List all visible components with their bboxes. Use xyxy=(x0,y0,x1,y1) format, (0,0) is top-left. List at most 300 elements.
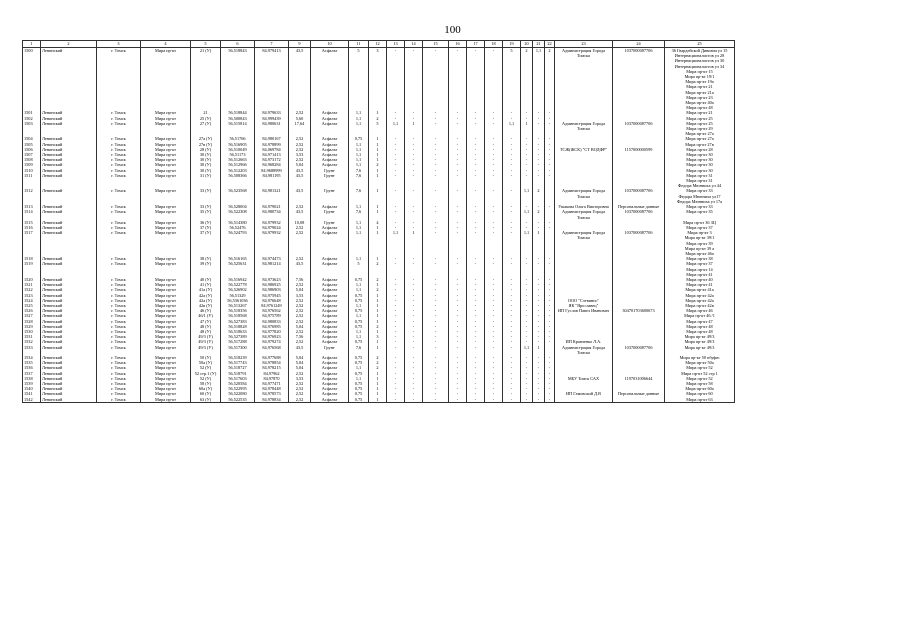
table-cell: 56,527383 xyxy=(221,319,255,324)
table-cell: 84,978215 xyxy=(255,365,289,370)
table-cell: 84,977688 xyxy=(255,355,289,360)
column-header: 24 xyxy=(613,41,665,48)
column-header: 1 xyxy=(23,41,41,48)
table-cell: - xyxy=(533,308,545,313)
table-cell: 1527 xyxy=(23,313,41,318)
table-cell xyxy=(545,209,555,219)
table-cell: 2,52 xyxy=(289,381,311,386)
table-cell: 56,500843 xyxy=(221,116,255,121)
table-cell: 1197031006644 xyxy=(613,376,665,381)
table-cell: 1533 xyxy=(23,345,41,355)
table-cell: 42в (У) xyxy=(191,303,221,308)
table-cell: 1 xyxy=(369,152,387,157)
table-cell: - xyxy=(503,147,521,152)
table-cell: 42а (У) xyxy=(191,298,221,303)
table-cell: 35 (У) xyxy=(191,209,221,219)
table-cell: - xyxy=(503,381,521,386)
table-cell: - xyxy=(521,116,533,121)
table-cell: - xyxy=(485,391,503,396)
table-cell: 1,1 xyxy=(349,116,369,121)
table-cell: 2 xyxy=(369,287,387,292)
table-cell: - xyxy=(423,308,449,313)
table-cell: 1 xyxy=(369,376,387,381)
table-cell: Мира пр-кт xyxy=(141,48,191,111)
table-cell: г. Томск xyxy=(97,220,141,225)
table-cell: 2,52 xyxy=(289,303,311,308)
table-cell: Мира пр-кт 42в xyxy=(665,303,735,308)
table-cell: 21 (У) xyxy=(191,48,221,111)
table-cell: 1538 xyxy=(23,376,41,381)
table-cell: - xyxy=(449,157,467,162)
table-cell: г. Томск xyxy=(97,324,141,329)
table-cell: - xyxy=(467,308,485,313)
table-cell: - xyxy=(485,162,503,167)
table-cell: Ленинский xyxy=(41,386,97,391)
table-cell: - xyxy=(503,303,521,308)
table-cell: г. Томск xyxy=(97,287,141,292)
table-cell: - xyxy=(503,334,521,339)
table-cell: 84,9761249 xyxy=(255,303,289,308)
column-header: 17 xyxy=(467,41,485,48)
table-cell: Ленинский xyxy=(41,381,97,386)
table-cell: 2,52 xyxy=(289,204,311,209)
table-cell: г. Томск xyxy=(97,282,141,287)
table-cell: 1541 xyxy=(23,391,41,396)
table-cell: Мира пр-кт xyxy=(141,386,191,391)
table-cell: - xyxy=(521,303,533,308)
table-cell: - xyxy=(423,147,449,152)
table-cell: Администрация Города Томска xyxy=(555,48,613,111)
table-cell: - xyxy=(503,230,521,256)
table-cell: Асфальт xyxy=(311,381,349,386)
table-cell: ИП Гамовский Д.В xyxy=(555,391,613,396)
table-cell: - xyxy=(485,261,503,277)
table-cell: Ленинский xyxy=(41,136,97,141)
table-cell: - xyxy=(467,371,485,376)
table-cell: - xyxy=(405,376,423,381)
table-cell: - xyxy=(467,355,485,360)
table-cell: 56,517603 xyxy=(221,376,255,381)
table-cell: - xyxy=(533,204,545,209)
column-header: 9 xyxy=(289,41,311,48)
table-cell: г. Томск xyxy=(97,277,141,282)
table-cell: - xyxy=(467,230,485,256)
table-cell: 2,52 xyxy=(289,339,311,344)
table-cell: - xyxy=(545,293,555,298)
table-cell: - xyxy=(387,391,405,396)
table-cell: МБУ Томск САХ xyxy=(555,376,613,381)
table-cell: г. Томск xyxy=(97,147,141,152)
table-cell: - xyxy=(467,136,485,141)
table-cell: 0,75 xyxy=(349,308,369,313)
table-cell: Ленинский xyxy=(41,329,97,334)
table-cell: 84,981195 xyxy=(255,173,289,189)
table-cell: - xyxy=(521,324,533,329)
table-cell: г. Томск xyxy=(97,173,141,189)
table-cell: Ленинский xyxy=(41,142,97,147)
table-cell: г. Томск xyxy=(97,386,141,391)
table-cell: Мира пр-кт xyxy=(141,282,191,287)
table-cell: Асфальт xyxy=(311,136,349,141)
table-cell: - xyxy=(449,308,467,313)
table-cell: - xyxy=(485,293,503,298)
table-cell: Мира пр-кт 40 xyxy=(665,277,735,282)
table-cell: Мира пр-кт xyxy=(141,381,191,386)
table-cell: 56,51766 xyxy=(221,136,255,141)
table-cell: - xyxy=(405,308,423,313)
table-cell: - xyxy=(467,329,485,334)
table-cell: Мира пр-кт xyxy=(141,168,191,173)
table-cell: - xyxy=(405,147,423,152)
table-cell: Мира пр-кт 49/3 xyxy=(665,339,735,344)
table-cell: 1037000087706 xyxy=(613,345,665,355)
table-cell: 2 xyxy=(369,365,387,370)
table-cell: - xyxy=(533,256,545,261)
table-cell: - xyxy=(405,261,423,277)
table-cell: - xyxy=(405,225,423,230)
table-cell: 27а (У) xyxy=(191,136,221,141)
table-cell: - xyxy=(467,157,485,162)
table-cell: Мира пр-кт xyxy=(141,110,191,115)
table-cell: Мира пр-кт xyxy=(141,188,191,204)
table-cell: 56,518239 xyxy=(221,355,255,360)
table-cell: 50а (У) xyxy=(191,360,221,365)
table-cell: - xyxy=(387,339,405,344)
table-cell: - xyxy=(545,313,555,318)
table-cell: Грунт xyxy=(311,188,349,204)
table-cell: - xyxy=(467,282,485,287)
table-cell: 2 xyxy=(369,116,387,121)
table-cell: 56,516165 xyxy=(221,256,255,261)
table-cell: 1518 xyxy=(23,256,41,261)
table-cell: Асфальт xyxy=(311,355,349,360)
table-cell: - xyxy=(405,355,423,360)
table-cell: 1037000087706 xyxy=(613,188,665,204)
table-cell: - xyxy=(503,136,521,141)
table-cell: - xyxy=(423,142,449,147)
table-cell: 84,978854 xyxy=(255,360,289,365)
table-cell: 43,5 xyxy=(289,168,311,173)
table-cell: 43,5 xyxy=(289,188,311,204)
table-cell: 56,513267 xyxy=(221,303,255,308)
table-cell: Ленинский xyxy=(41,173,97,189)
table-cell: г. Томск xyxy=(97,142,141,147)
table-cell: - xyxy=(545,303,555,308)
table-cell: Асфальт xyxy=(311,324,349,329)
table-cell: - xyxy=(423,168,449,173)
table-cell: г. Томск xyxy=(97,188,141,204)
table-cell: - xyxy=(503,319,521,324)
table-cell: - xyxy=(467,209,485,219)
table-cell: 30 (У) xyxy=(191,157,221,162)
table-cell: - xyxy=(485,110,503,115)
table-cell: - xyxy=(503,365,521,370)
table-cell: 1517 xyxy=(23,230,41,256)
table-cell: - xyxy=(521,360,533,365)
table-cell: 1037000087706 xyxy=(613,209,665,219)
table-cell: - xyxy=(545,142,555,147)
table-cell: - xyxy=(387,365,405,370)
table-cell: - xyxy=(449,162,467,167)
table-cell: Мира пр-кт 50 пбуфю xyxy=(665,355,735,360)
table-cell: 1509 xyxy=(23,162,41,167)
table-cell: г. Томск xyxy=(97,157,141,162)
table-cell: г. Томск xyxy=(97,261,141,277)
table-cell: - xyxy=(449,329,467,334)
table-cell: 84,968284 xyxy=(255,162,289,167)
table-cell: Мира пр-кт 27а xyxy=(665,136,735,141)
table-cell: 1,1 xyxy=(349,110,369,115)
table-cell: 1,1 xyxy=(349,334,369,339)
table-cell: - xyxy=(449,152,467,157)
table-cell: - xyxy=(533,142,545,147)
table-cell: 56,518356 xyxy=(221,308,255,313)
table-cell: - xyxy=(405,152,423,157)
table-cell: - xyxy=(521,381,533,386)
table-cell: 36 Гвардейской Дивизии ул 15 Интернационалистов ул 28 Интернационалистов ул 30 Интернационалистов ул 34 Мира пр-кт 15 Мира пр-кт 19/1 Мира пр-кт 19а Мира пр-кт 21 Мира пр-кт 21а Мира пр-кт 23 Мира пр-кт 40а Мира пр-кт 48 xyxy=(665,48,735,111)
table-cell: - xyxy=(503,376,521,381)
table-cell: Мира пр-кт 60а xyxy=(665,386,735,391)
column-header: 10 xyxy=(311,41,349,48)
table-cell: - xyxy=(405,303,423,308)
table-cell: - xyxy=(387,142,405,147)
table-cell: - xyxy=(405,319,423,324)
table-cell: 2 xyxy=(369,277,387,282)
table-cell: Администрация Города Томска xyxy=(555,345,613,355)
table-cell: 56,518568 xyxy=(221,313,255,318)
table-cell: 7,6 xyxy=(349,168,369,173)
table-cell: 1,1 xyxy=(349,282,369,287)
table-cell xyxy=(555,261,613,277)
table-cell: - xyxy=(423,256,449,261)
table-cell: 56,522308 xyxy=(221,209,255,219)
table-cell: - xyxy=(485,303,503,308)
table-cell: - xyxy=(405,381,423,386)
table-cell: 50 (У) xyxy=(191,355,221,360)
table-cell: - xyxy=(545,147,555,152)
table-cell: - xyxy=(521,397,533,403)
table-cell: Ленинский xyxy=(41,355,97,360)
table-cell: Асфальт xyxy=(311,386,349,391)
table-cell: 1 xyxy=(369,386,387,391)
table-cell: Мира пр-кт 52 xyxy=(665,376,735,381)
table-cell: 21 xyxy=(191,110,221,115)
table-cell: - xyxy=(387,173,405,189)
table-cell: - xyxy=(467,173,485,189)
table-cell: 1 xyxy=(405,230,423,256)
table-cell: 2 xyxy=(533,188,545,204)
table-cell: - xyxy=(545,386,555,391)
table-cell: 56,52476 xyxy=(221,225,255,230)
table-cell: 10,08 xyxy=(289,220,311,225)
table-cell: - xyxy=(423,324,449,329)
table-cell: 84,977471 xyxy=(255,381,289,386)
table-cell: - xyxy=(503,157,521,162)
table-cell: 1 xyxy=(369,188,387,204)
table-cell: - xyxy=(521,319,533,324)
table-cell: - xyxy=(387,261,405,277)
table-cell: г. Томск xyxy=(97,397,141,403)
table-cell: - xyxy=(449,225,467,230)
table-cell: 1536 xyxy=(23,365,41,370)
table-cell: - xyxy=(521,110,533,115)
table-cell: - xyxy=(423,345,449,355)
table-cell: 84,975789 xyxy=(255,313,289,318)
table-cell: г. Томск xyxy=(97,110,141,115)
table-cell: - xyxy=(423,277,449,282)
table-cell: Мира пр-кт xyxy=(141,397,191,403)
table-cell: 2,52 xyxy=(289,308,311,313)
table-cell: 1519 xyxy=(23,261,41,277)
table-cell: - xyxy=(521,225,533,230)
table-cell: Асфальт xyxy=(311,313,349,318)
table-cell: 1510 xyxy=(23,168,41,173)
table-cell: 1,1 xyxy=(349,256,369,261)
table-cell: 1501 xyxy=(23,110,41,115)
table-cell: - xyxy=(449,386,467,391)
table-cell: 7,6 xyxy=(349,173,369,189)
table-cell: 2,52 xyxy=(289,386,311,391)
table-cell: Мира пр-кт 28 xyxy=(665,147,735,152)
table-cell: 1515 xyxy=(23,220,41,225)
table-cell: Мира пр-кт 25 Мира пр-кт 29 Мира пр-кт 27а xyxy=(665,121,735,137)
table-cell: 3 xyxy=(369,48,387,111)
table-cell: Асфальт xyxy=(311,298,349,303)
table-cell: - xyxy=(405,360,423,365)
table-cell: 84,975945 xyxy=(255,293,289,298)
table-cell: - xyxy=(467,168,485,173)
table-cell: Асфальт xyxy=(311,360,349,365)
table-cell: 2,52 xyxy=(289,397,311,403)
table-cell: Асфальт xyxy=(311,282,349,287)
table-cell: - xyxy=(423,371,449,376)
table-cell: 1500 xyxy=(23,48,41,111)
table-cell: - xyxy=(485,225,503,230)
table-cell: 56,51329 xyxy=(221,293,255,298)
table-cell: 56,518843 xyxy=(221,48,255,111)
table-cell: - xyxy=(503,261,521,277)
table-cell: - xyxy=(423,313,449,318)
table-cell: 1542 xyxy=(23,397,41,403)
table-cell: - xyxy=(387,360,405,365)
table-cell: г. Томск xyxy=(97,209,141,219)
table-cell: 1037000087706 xyxy=(613,48,665,111)
table-cell: - xyxy=(545,256,555,261)
table-cell: 84,978899 xyxy=(255,142,289,147)
table-cell: - xyxy=(423,48,449,111)
table-cell: - xyxy=(485,147,503,152)
table-cell: 1508 xyxy=(23,157,41,162)
table-cell: - xyxy=(533,381,545,386)
table-cell: 84,9688999 xyxy=(255,168,289,173)
table-cell: 0,75 xyxy=(349,391,369,396)
table-cell: - xyxy=(521,282,533,287)
column-header: 3 xyxy=(97,41,141,48)
table-row xyxy=(23,397,735,403)
table-cell: - xyxy=(503,313,521,318)
table-cell: - xyxy=(485,298,503,303)
table-cell: 2 xyxy=(369,324,387,329)
table-cell: - xyxy=(533,220,545,225)
table-cell: 84,979413 xyxy=(255,48,289,111)
table-cell: 4 xyxy=(369,220,387,225)
table-cell: - xyxy=(387,188,405,204)
table-cell: 84,979633 xyxy=(255,110,289,115)
table-cell: Асфальт xyxy=(311,261,349,277)
table-cell: - xyxy=(423,334,449,339)
table-cell: 1 xyxy=(369,313,387,318)
table-cell: 49/3 (У) xyxy=(191,345,221,355)
table-cell: Асфальт xyxy=(311,339,349,344)
table-cell: 40 (У) xyxy=(191,277,221,282)
table-cell: г. Томск xyxy=(97,48,141,111)
table-cell: - xyxy=(521,168,533,173)
table-cell: - xyxy=(423,209,449,219)
table-cell: Мира пр-кт xyxy=(141,152,191,157)
table-cell: - xyxy=(485,313,503,318)
table-cell: Персональные данные xyxy=(613,204,665,209)
table-cell: 1523 xyxy=(23,293,41,298)
table-cell: 84,976923 xyxy=(255,334,289,339)
table-cell: 1 xyxy=(369,319,387,324)
table-cell: г. Томск xyxy=(97,360,141,365)
table-cell: - xyxy=(503,287,521,292)
table-cell: - xyxy=(387,397,405,403)
table-cell: 5 xyxy=(369,121,387,137)
table-cell: - xyxy=(467,386,485,391)
table-cell: - xyxy=(533,376,545,381)
table-cell: - xyxy=(503,345,521,355)
table-cell: Мира пр-кт 37 xyxy=(665,225,735,230)
table-cell: Мира пр-кт xyxy=(141,376,191,381)
table-cell: 5,04 xyxy=(289,287,311,292)
table-cell: 2,52 xyxy=(289,282,311,287)
table-cell: 7,56 xyxy=(289,277,311,282)
table-cell: Асфальт xyxy=(311,162,349,167)
table-cell: Мира пр-кт 48 xyxy=(665,324,735,329)
table-cell: г. Томск xyxy=(97,313,141,318)
table-cell: - xyxy=(405,282,423,287)
table-cell: 56,525631 xyxy=(221,261,255,277)
table-cell: 1,1 xyxy=(533,48,545,111)
table-cell: г. Томск xyxy=(97,308,141,313)
table-cell: 1,1 xyxy=(349,157,369,162)
table-cell: - xyxy=(485,157,503,162)
table-cell: Ленинский xyxy=(41,287,97,292)
table-cell: Мира пр-кт 30 xyxy=(665,152,735,157)
column-header: 25 xyxy=(665,41,735,48)
table-cell: 0,75 xyxy=(349,360,369,365)
table-cell: г. Томск xyxy=(97,230,141,256)
table-cell: - xyxy=(405,329,423,334)
table-cell: Мира пр-кт xyxy=(141,355,191,360)
table-cell: 0,75 xyxy=(349,277,369,282)
table-cell: Ленинский xyxy=(41,256,97,261)
table-cell: 1504 xyxy=(23,136,41,141)
table-cell: - xyxy=(449,282,467,287)
table-cell: 27в (У) xyxy=(191,142,221,147)
table-cell: - xyxy=(533,360,545,365)
table-cell: 1513 xyxy=(23,204,41,209)
table-cell: - xyxy=(387,287,405,292)
table-cell: Асфальт xyxy=(311,116,349,121)
table-cell: Асфальт xyxy=(311,225,349,230)
table-cell: Грунт xyxy=(311,345,349,355)
table-cell: - xyxy=(533,298,545,303)
table-cell: 0,75 xyxy=(349,293,369,298)
table-cell: Мира пр-кт 50а xyxy=(665,360,735,365)
table-cell: 49/3 (У) xyxy=(191,334,221,339)
